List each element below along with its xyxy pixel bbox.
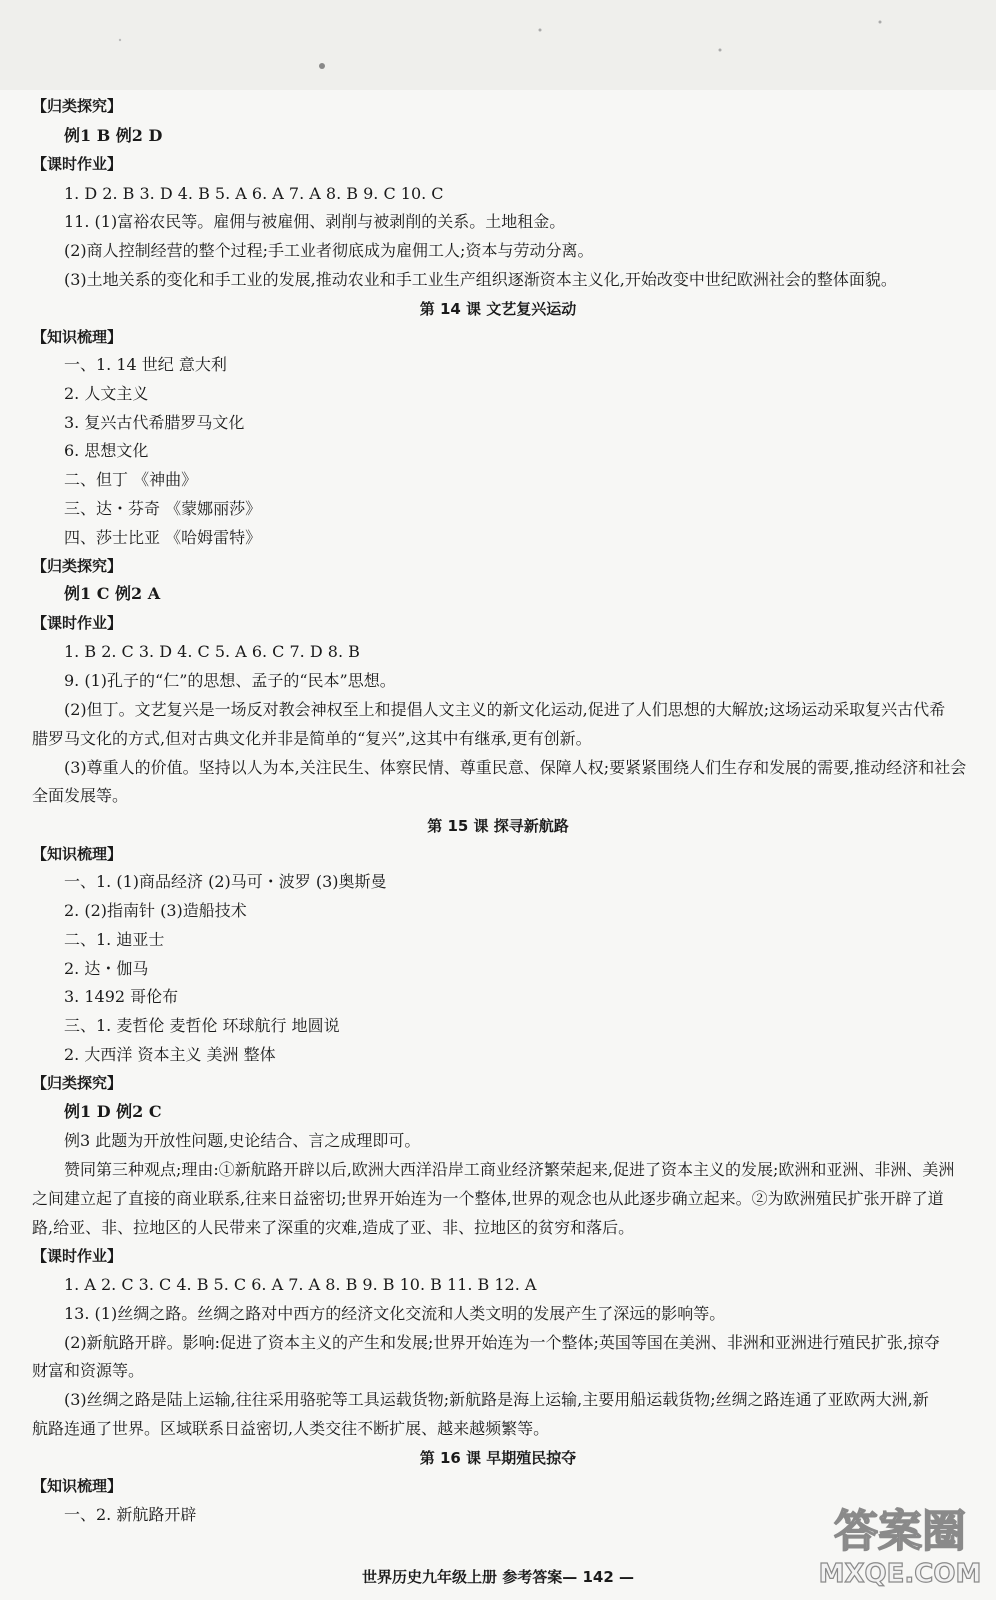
answer-line: (2)新航路开辟。影响:促进了资本主义的产生和发展;世界开始连为一个整体;英国等国在美洲、非洲和亚洲进行殖民扩张,掠夺 bbox=[64, 1333, 940, 1352]
lesson-title: 第 15 课 探寻新航路 bbox=[427, 817, 569, 835]
lesson-title: 第 14 课 文艺复兴运动 bbox=[419, 300, 577, 318]
answer-line: 1. B 2. C 3. D 4. C 5. A 6. C 7. D 8. B bbox=[64, 642, 360, 661]
answer-line: 2. 达・伽马 bbox=[64, 959, 149, 978]
answer-line: 11. (1)富裕农民等。雇佣与被雇佣、剥削与被剥削的关系。土地租金。 bbox=[64, 212, 566, 231]
answer-line: 财富和资源等。 bbox=[32, 1361, 145, 1380]
answer-line: (3)土地关系的变化和手工业的发展,推动农业和手工业生产组织逐渐资本主义化,开始改变中世纪欧洲社会的整体面貌。 bbox=[64, 270, 897, 289]
answer-line: (3)尊重人的价值。坚持以人为本,关注民生、体察民情、尊重民意、保障人权;要紧紧围绕人们生存和发展的需要,推动经济和社会 bbox=[64, 758, 967, 777]
answer-line: 腊罗马文化的方式,但对古典文化并非是简单的“复兴”,这其中有继承,更有创新。 bbox=[32, 729, 592, 748]
answer-line: (2)商人控制经营的整个过程;手工业者彻底成为雇佣工人;资本与劳动分离。 bbox=[64, 241, 594, 260]
section-header: 【知识梳理】 bbox=[32, 1477, 123, 1495]
answer-line: 一、2. 新航路开辟 bbox=[64, 1505, 197, 1524]
answer-line: 1. A 2. C 3. C 4. B 5. C 6. A 7. A 8. B 9. B 10. B 11. B 12. A bbox=[64, 1275, 537, 1294]
answer-line: 路,给亚、非、拉地区的人民带来了深重的灾难,造成了亚、非、拉地区的贫穷和落后。 bbox=[32, 1218, 635, 1237]
section-header: 【归类探究】 bbox=[32, 1074, 123, 1092]
answer-line: 9. (1)孔子的“仁”的思想、孟子的“民本”思想。 bbox=[64, 671, 396, 690]
answer-line: (2)但丁。文艺复兴是一场反对教会神权至上和提倡人文主义的新文化运动,促进了人们思想的大解放;这场运动采取复兴古代希 bbox=[64, 700, 946, 719]
section-header: 【课时作业】 bbox=[32, 155, 123, 173]
answer-line: 三、1. 麦哲伦 麦哲伦 环球航行 地圆说 bbox=[64, 1016, 340, 1035]
answer-line: 赞同第三种观点;理由:①新航路开辟以后,欧洲大西洋沿岸工商业经济繁荣起来,促进了资本主义的发展;欧洲和亚洲、非洲、美洲 bbox=[64, 1160, 955, 1179]
answer-line: 13. (1)丝绸之路。丝绸之路对中西方的经济文化交流和人类文明的发展产生了深远的影响等。 bbox=[64, 1304, 726, 1323]
watermark-sub: MXQE.COM bbox=[820, 1559, 980, 1589]
answer-line: 三、达・芬奇 《蒙娜丽莎》 bbox=[64, 499, 262, 518]
answer-line: 例1 B 例2 D bbox=[64, 126, 163, 145]
watermark-main: 答案圈 bbox=[834, 1506, 966, 1557]
answer-line: 航路连通了世界。区域联系日益密切,人类交往不断扩展、越来越频繁等。 bbox=[32, 1419, 550, 1438]
answer-line: 2. 大西洋 资本主义 美洲 整体 bbox=[64, 1045, 276, 1064]
answer-line: 之间建立起了直接的商业联系,往来日益密切;世界开始连为一个整体,世界的观念也从此逐步确立起来。②为欧洲殖民扩张开辟了道 bbox=[32, 1189, 944, 1208]
answer-line: 3. 复兴古代希腊罗马文化 bbox=[64, 413, 245, 432]
section-header: 【知识梳理】 bbox=[32, 328, 123, 346]
section-header: 【课时作业】 bbox=[32, 1247, 123, 1265]
answer-line: 例1 C 例2 A bbox=[64, 584, 161, 603]
page-footer: 世界历史九年级上册 参考答案— 142 — bbox=[362, 1568, 634, 1586]
answer-line: 四、莎士比亚 《哈姆雷特》 bbox=[64, 528, 262, 547]
answer-line: 3. 1492 哥伦布 bbox=[64, 987, 179, 1006]
answer-line: 2. (2)指南针 (3)造船技术 bbox=[64, 901, 247, 920]
answer-line: 2. 人文主义 bbox=[64, 384, 149, 403]
answer-line: 全面发展等。 bbox=[32, 786, 129, 805]
section-header: 【课时作业】 bbox=[32, 614, 123, 632]
scan-noise bbox=[0, 0, 996, 90]
answer-line: 1. D 2. B 3. D 4. B 5. A 6. A 7. A 8. B 9. C 10. C bbox=[64, 184, 444, 203]
answer-line: 一、1. 14 世纪 意大利 bbox=[64, 355, 227, 374]
answer-line: 二、但丁 《神曲》 bbox=[64, 470, 198, 489]
answer-line: 6. 思想文化 bbox=[64, 441, 149, 460]
section-header: 【知识梳理】 bbox=[32, 845, 123, 863]
lesson-title: 第 16 课 早期殖民掠夺 bbox=[419, 1449, 577, 1467]
answer-line: 二、1. 迪亚士 bbox=[64, 930, 165, 949]
answer-line: (3)丝绸之路是陆上运输,往往采用骆驼等工具运载货物;新航路是海上运输,主要用船运载货物;丝绸之路连通了亚欧两大洲,新 bbox=[64, 1390, 929, 1409]
answer-line: 一、1. (1)商品经济 (2)马可・波罗 (3)奥斯曼 bbox=[64, 872, 387, 891]
section-header: 【归类探究】 bbox=[32, 557, 123, 575]
answer-line: 例3 此题为开放性问题,史论结合、言之成理即可。 bbox=[64, 1131, 421, 1150]
answer-line: 例1 D 例2 C bbox=[64, 1102, 162, 1121]
section-header: 【归类探究】 bbox=[32, 97, 123, 115]
